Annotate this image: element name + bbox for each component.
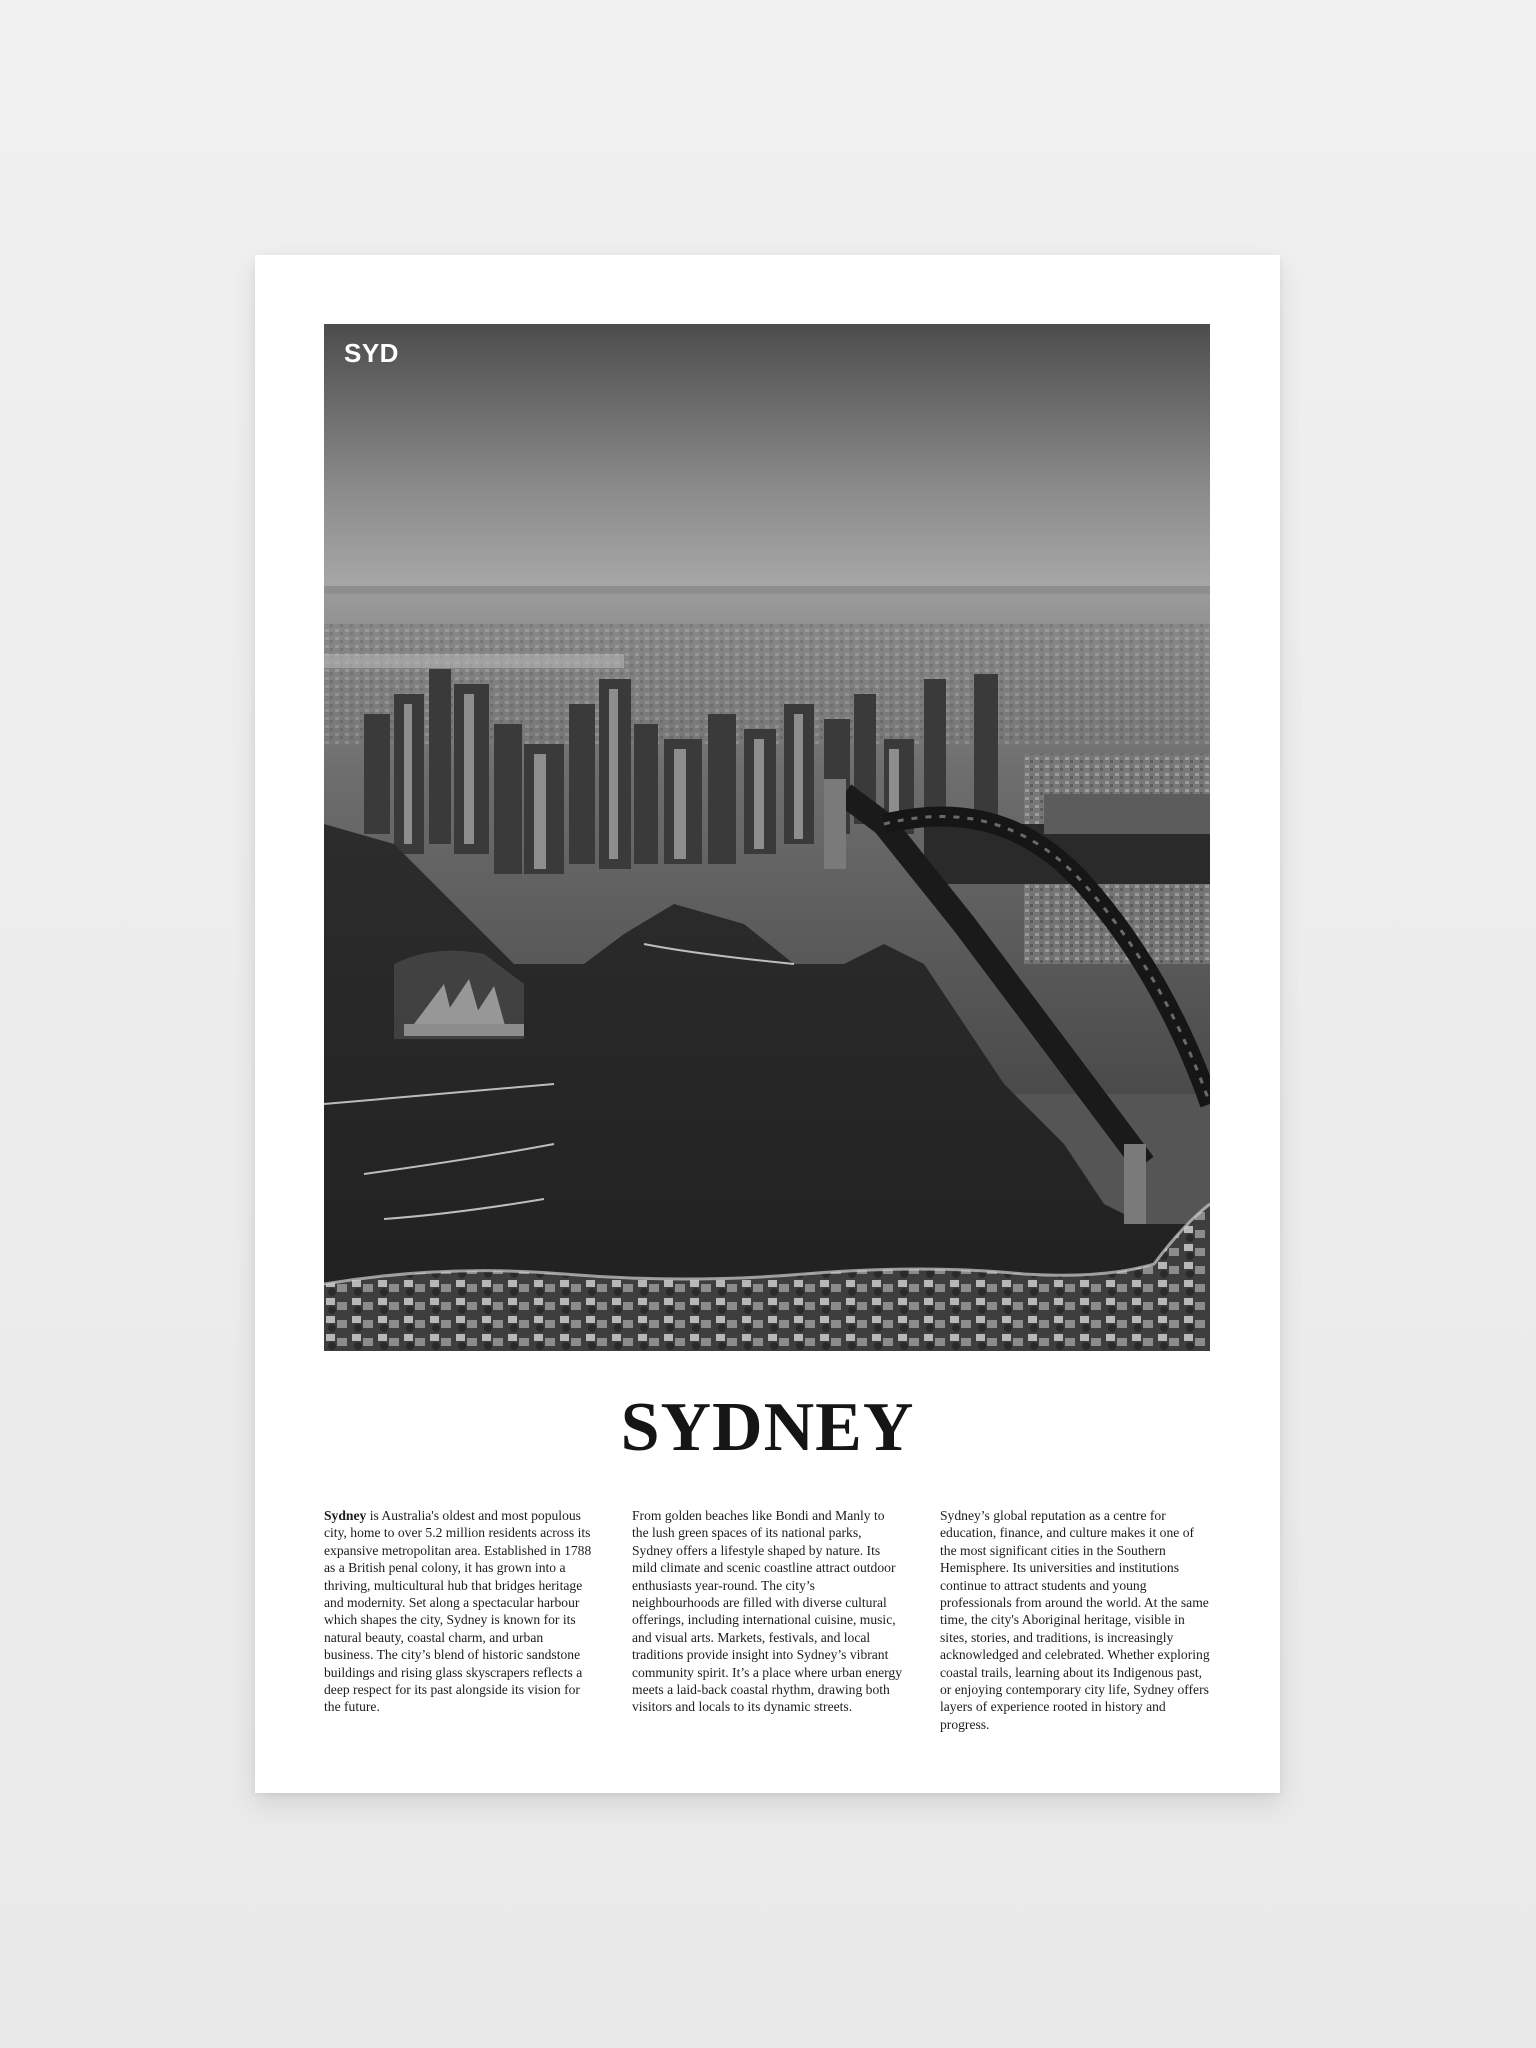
city-name-lead: Sydney bbox=[324, 1508, 367, 1523]
poster-title: SYDNEY bbox=[620, 1389, 915, 1466]
poster bbox=[255, 255, 1280, 1793]
city-code-label: SYD bbox=[344, 338, 399, 368]
description-column-1 bbox=[324, 1507, 596, 1716]
sydney-aerial-photo bbox=[324, 324, 1210, 1351]
description-column-2: From golden beaches like Bondi and Manly to the lush green spaces of its national parks, Sydney offers a lifestyle shaped by nature. Its mild climate and scenic coastline attract outdoor enthusiasts year-round. The city’s neighbourhoods are filled with diverse cultural offerings, including international cuisine, music, and visual arts. Markets, festivals, and local traditions provide insight into Sydney’s vibrant community spirit. It’s a place where urban energy meets a laid-back coastal rhythm, drawing both visitors and locals to its dynamic streets. bbox=[632, 1508, 903, 1715]
description-column-3: Sydney’s global reputation as a centre for education, finance, and culture makes it one of the most significant cities in the Southern Hemisphere. Its universities and institutions continue to attract students and young professionals from around the world. At the same time, the city's Aboriginal heritage, visible in sites, stories, and traditions, is increasingly acknowledged and celebrated. Whether exploring coastal trails, learning about its Indigenous past, or enjoying contemporary city life, Sydney offers layers of experience rooted in history and progress. bbox=[940, 1508, 1210, 1732]
sydney-harbour-illustration bbox=[324, 324, 1210, 1351]
column-1-text: is Australia's oldest and most populous city, home to over 5.2 million residents across its expansive metropolitan area. Established in 1788 as a British penal colony, it has grown into a thriving, multicultural hub that bridges heritage and modernity. Set along a spectacular harbour which shapes the city, Sydney is known for its natural beauty, coastal charm, and urban business. The city’s blend of historic sandstone buildings and rising glass skyscrapers reflects a deep respect for its past alongside its vision for the future. bbox=[324, 1508, 592, 1715]
